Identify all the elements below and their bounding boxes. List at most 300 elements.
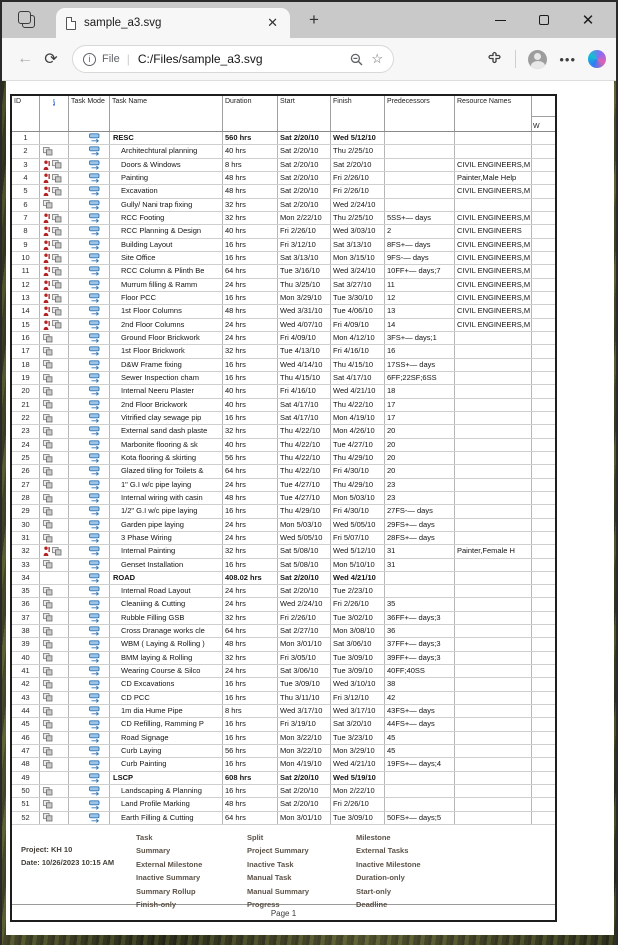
cell-task-mode [69,585,110,597]
cell-task-mode [69,745,110,757]
table-row [12,439,555,452]
task-calendar-icon [43,347,53,356]
cell-resource-names: CIVIL ENGINEERS,M [455,292,532,304]
cell-task-mode [69,705,110,717]
cell-indicators [40,439,69,451]
cell-indicators [40,692,69,704]
task-calendar-icon [43,334,53,343]
table-row [12,159,555,172]
cell-id: 6 [12,199,40,211]
task-calendar-icon [43,560,53,569]
table-row [12,812,555,825]
cell-task-name: RCC Footing [110,212,223,224]
table-row [12,185,555,198]
cell-duration: 560 hrs [223,132,278,144]
cell-finish: Sat 2/20/10 [331,159,385,171]
cell-duration: 40 hrs [223,399,278,411]
favorite-star-icon[interactable]: ☆ [371,51,383,66]
cell-resource-names: CIVIL ENGINEERS [455,225,532,237]
cell-finish: Mon 4/26/10 [331,425,385,437]
auto-scheduled-icon [89,573,102,583]
table-row [12,798,555,811]
table-row [12,598,555,611]
cell-predecessors: 3FS+— days;1 [385,332,455,344]
table-row [12,345,555,358]
cell-id: 43 [12,692,40,704]
cell-gantt-stub [532,225,555,237]
cell-task-mode [69,479,110,491]
task-calendar-icon [43,374,53,383]
cell-gantt-stub [532,625,555,637]
table-row [12,665,555,678]
task-calendar-icon [43,400,53,409]
table-row [12,252,555,265]
cell-task-name: Curb Painting [110,758,223,770]
cell-task-name: 1st Floor Brickwork [110,345,223,357]
cell-predecessors: 36FF+— days;3 [385,612,455,624]
cell-indicators [40,239,69,251]
cell-resource-names: CIVIL ENGINEERS,M [455,265,532,277]
cell-finish: Thu 4/29/10 [331,479,385,491]
auto-scheduled-icon [89,280,102,290]
overallocated-resource-icon [43,160,50,170]
task-calendar-icon [52,240,62,249]
cell-duration: 8 hrs [223,159,278,171]
auto-scheduled-icon [89,720,102,730]
task-calendar-icon [52,160,62,169]
cell-task-mode [69,625,110,637]
cell-resource-names [455,479,532,491]
table-row [12,399,555,412]
legend-item: Project Summary [247,846,309,856]
table-row [12,359,555,372]
cell-id: 3 [12,159,40,171]
cell-gantt-stub [532,172,555,184]
cell-task-mode [69,399,110,411]
cell-task-mode [69,239,110,251]
cell-start: Wed 3/17/10 [278,705,331,717]
cell-finish: Wed 5/12/10 [331,132,385,144]
cell-duration: 40 hrs [223,385,278,397]
cell-task-mode [69,305,110,317]
overallocated-resource-icon [43,306,50,316]
cell-id: 20 [12,385,40,397]
cell-resource-names [455,145,532,157]
cell-finish: Fri 4/16/10 [331,345,385,357]
cell-task-name: Cross Dranage works cle [110,625,223,637]
task-calendar-icon [43,653,53,662]
table-row [12,452,555,465]
page-info-icon[interactable]: i [83,53,96,66]
table-row [12,385,555,398]
cell-task-name: Land Profile Marking [110,798,223,810]
auto-scheduled-icon [89,386,102,396]
cell-duration: 16 hrs [223,718,278,730]
auto-scheduled-icon [89,453,102,463]
task-calendar-icon [43,507,53,516]
cell-start: Sat 3/13/10 [278,252,331,264]
cell-start: Mon 3/22/10 [278,745,331,757]
cell-indicators [40,718,69,730]
cell-gantt-stub [532,705,555,717]
cell-finish: Sat 3/13/10 [331,239,385,251]
cell-resource-names: CIVIL ENGINEERS,M [455,212,532,224]
cell-resource-names [455,532,532,544]
cell-start: Mon 3/01/10 [278,812,331,824]
cell-finish: Fri 2/26/10 [331,172,385,184]
cell-resource-names [455,559,532,571]
cell-indicators [40,292,69,304]
cell-task-mode [69,425,110,437]
cell-task-mode [69,798,110,810]
cell-gantt-stub [532,292,555,304]
cell-finish: Tue 3/09/10 [331,812,385,824]
table-row [12,572,555,585]
cell-task-mode [69,572,110,584]
task-calendar-icon [43,627,53,636]
cell-task-name: LSCP [110,772,223,784]
cell-id: 35 [12,585,40,597]
cell-predecessors: 31 [385,545,455,557]
cell-resource-names [455,638,532,650]
cell-gantt-stub [532,265,555,277]
cell-finish: Thu 4/22/10 [331,399,385,411]
header-task-mode: Task Mode [69,96,110,131]
cell-predecessors: 45 [385,745,455,757]
cell-id: 4 [12,172,40,184]
cell-resource-names [455,505,532,517]
cell-id: 38 [12,625,40,637]
task-calendar-icon [43,200,53,209]
browser-toolbar [2,38,616,81]
cell-start: Thu 4/15/10 [278,372,331,384]
cell-task-mode [69,665,110,677]
cell-predecessors: 27FS-— days [385,505,455,517]
cell-finish: Fri 4/09/10 [331,319,385,331]
cell-start: Sat 2/20/10 [278,785,331,797]
table-row [12,425,555,438]
cell-start: Sat 4/17/10 [278,399,331,411]
cell-task-name: Floor PCC [110,292,223,304]
cell-task-name: Excavation [110,185,223,197]
cell-id: 34 [12,572,40,584]
cell-indicators [40,492,69,504]
auto-scheduled-icon [89,613,102,623]
cell-id: 25 [12,452,40,464]
task-calendar-icon [52,214,62,223]
cell-predecessors: 23 [385,492,455,504]
cell-predecessors [385,159,455,171]
cell-start: Sat 2/20/10 [278,772,331,784]
cell-finish: Sat 3/27/10 [331,279,385,291]
cell-indicators [40,705,69,717]
cell-task-name: External sand dash plaste [110,425,223,437]
cell-finish: Wed 4/21/10 [331,758,385,770]
table-row [12,705,555,718]
cell-task-name: Landscaping & Planning [110,785,223,797]
cell-predecessors: 17 [385,412,455,424]
legend-item: Duration-only [356,873,405,883]
overallocated-resource-icon [43,173,50,183]
cell-task-name: Internal Neeru Plaster [110,385,223,397]
table-row [12,519,555,532]
cell-resource-names [455,359,532,371]
table-row [12,279,555,292]
cell-resource-names [455,612,532,624]
tab-close-icon[interactable]: ✕ [267,15,278,30]
cell-task-mode [69,212,110,224]
cell-predecessors: 37FF+— days;3 [385,638,455,650]
table-row [12,479,555,492]
cell-finish: Tue 3/09/10 [331,652,385,664]
overallocated-resource-icon [43,213,50,223]
cell-resource-names [455,345,532,357]
cell-gantt-stub [532,479,555,491]
cell-duration: 48 hrs [223,185,278,197]
cell-task-mode [69,492,110,504]
profile-avatar[interactable] [528,50,547,69]
cell-duration: 16 hrs [223,758,278,770]
cell-task-mode [69,132,110,144]
cell-duration: 24 hrs [223,319,278,331]
toolbar-divider [515,50,516,68]
cell-finish: Tue 4/27/10 [331,439,385,451]
cell-duration: 16 hrs [223,372,278,384]
minimize-button[interactable] [478,2,522,38]
cell-predecessors: 29FS+— days [385,519,455,531]
auto-scheduled-icon [89,226,102,236]
cell-resource-names [455,385,532,397]
legend-item: External Milestone [136,859,203,869]
cell-resource-names: CIVIL ENGINEERS,M [455,319,532,331]
cell-task-name: Building Layout [110,239,223,251]
report-legend [12,825,555,910]
cell-predecessors: 16 [385,345,455,357]
cell-id: 16 [12,332,40,344]
cell-task-mode [69,292,110,304]
cell-finish: Wed 5/05/10 [331,519,385,531]
cell-task-name: Site Office [110,252,223,264]
project-info-block [21,843,114,869]
cell-resource-names [455,692,532,704]
auto-scheduled-icon [89,360,102,370]
cell-id: 2 [12,145,40,157]
overallocated-resource-icon [43,226,50,236]
cell-start: Sat 5/08/10 [278,545,331,557]
cell-id: 45 [12,718,40,730]
cell-task-mode [69,359,110,371]
project-report [10,94,557,922]
auto-scheduled-icon [89,186,102,196]
cell-finish: Wed 4/21/10 [331,385,385,397]
cell-duration: 48 hrs [223,305,278,317]
cell-indicators [40,585,69,597]
cell-task-name: Road Signage [110,732,223,744]
cell-resource-names [455,572,532,584]
cell-id: 19 [12,372,40,384]
legend-item: Milestone [356,833,391,843]
cell-start: Fri 4/16/10 [278,385,331,397]
maximize-button[interactable] [522,2,566,38]
cell-id: 21 [12,399,40,411]
legend-column-1 [136,831,202,911]
cell-task-name: ROAD [110,572,223,584]
table-row [12,319,555,332]
page-number: Page 1 [270,909,297,919]
task-calendar-icon [52,267,62,276]
cell-id: 27 [12,479,40,491]
info-icon: i [53,99,55,106]
auto-scheduled-icon [89,746,102,756]
cell-duration: 16 hrs [223,239,278,251]
cell-start: Mon 4/19/10 [278,758,331,770]
table-row [12,559,555,572]
cell-id: 17 [12,345,40,357]
cell-task-name: 1m dia Hume Pipe [110,705,223,717]
auto-scheduled-icon [89,240,102,250]
cell-id: 9 [12,239,40,251]
cell-gantt-stub [532,185,555,197]
workspaces-icon[interactable] [18,11,36,29]
copilot-icon[interactable] [588,50,606,68]
cell-gantt-stub [532,559,555,571]
cell-predecessors [385,185,455,197]
cell-task-mode [69,678,110,690]
task-calendar-icon [43,747,53,756]
cell-task-name: RESC [110,132,223,144]
cell-id: 37 [12,612,40,624]
task-calendar-icon [43,147,53,156]
cell-indicators [40,612,69,624]
cell-id: 52 [12,812,40,824]
auto-scheduled-icon [89,520,102,530]
zoom-out-icon[interactable] [350,53,363,66]
cell-finish: Tue 3/09/10 [331,665,385,677]
toolbar-right-cluster [479,50,606,69]
cell-task-name: WBM ( Laying & Rolling ) [110,638,223,650]
cell-task-mode [69,532,110,544]
cell-resource-names [455,132,532,144]
cell-id: 11 [12,265,40,277]
cell-task-mode [69,519,110,531]
cell-duration: 16 hrs [223,292,278,304]
cell-duration: 24 hrs [223,479,278,491]
cell-finish: Fri 2/26/10 [331,798,385,810]
cell-predecessors: 17SS+— days [385,359,455,371]
auto-scheduled-icon [89,813,102,823]
table-row [12,532,555,545]
close-button[interactable]: ✕ [581,11,595,29]
address-bar[interactable] [72,45,394,73]
task-calendar-icon [43,534,53,543]
cell-resource-names [455,745,532,757]
cell-predecessors: 45 [385,732,455,744]
cell-task-name: Curb Laying [110,745,223,757]
cell-start: Sat 2/20/10 [278,159,331,171]
cell-task-name: BMM laying & Rolling [110,652,223,664]
back-icon[interactable]: ← [17,50,33,67]
task-calendar-icon [43,693,53,702]
more-menu-icon[interactable]: ••• [559,51,576,67]
auto-scheduled-icon [89,706,102,716]
cell-indicators [40,359,69,371]
cell-indicators [40,625,69,637]
auto-scheduled-icon [89,213,102,223]
cell-id: 40 [12,652,40,664]
cell-gantt-stub [532,385,555,397]
cell-finish: Wed 5/19/10 [331,772,385,784]
cell-gantt-stub [532,399,555,411]
cell-start: Thu 4/22/10 [278,452,331,464]
address-url[interactable]: C:/Files/sample_a3.svg [137,52,263,66]
cell-duration: 24 hrs [223,585,278,597]
cell-indicators [40,345,69,357]
cell-task-mode [69,412,110,424]
task-calendar-icon [43,480,53,489]
cell-gantt-stub [532,279,555,291]
cell-id: 15 [12,319,40,331]
cell-finish: Wed 3/10/10 [331,678,385,690]
header-indicators [40,96,69,131]
auto-scheduled-icon [89,546,102,556]
cell-finish: Sat 4/17/10 [331,372,385,384]
legend-item: Inactive Milestone [356,859,421,869]
cell-predecessors: 38 [385,678,455,690]
cell-finish: Mon 2/22/10 [331,785,385,797]
cell-task-name: Marbonite flooring & sk [110,439,223,451]
browser-tab[interactable] [56,8,290,38]
cell-indicators [40,332,69,344]
table-row [12,225,555,238]
table-row [12,492,555,505]
cell-duration: 40 hrs [223,225,278,237]
cell-duration: 16 hrs [223,559,278,571]
cell-predecessors: 10FF+— days;7 [385,265,455,277]
refresh-icon[interactable]: ⟳ [44,51,58,68]
table-row [12,465,555,478]
cell-resource-names [455,732,532,744]
task-calendar-icon [43,440,53,449]
cell-finish: Wed 3/24/10 [331,265,385,277]
cell-start: Thu 4/22/10 [278,465,331,477]
new-tab-button[interactable]: + [309,10,319,29]
cell-resource-names: CIVIL ENGINEERS,M [455,279,532,291]
cell-task-mode [69,545,110,557]
cell-gantt-stub [532,412,555,424]
auto-scheduled-icon [89,666,102,676]
task-calendar-icon [43,640,53,649]
cell-start: Fri 4/09/10 [278,332,331,344]
cell-duration: 24 hrs [223,598,278,610]
cell-predecessors: 13 [385,305,455,317]
cell-gantt-stub [532,319,555,331]
cell-start: Tue 4/13/10 [278,345,331,357]
cell-start: Sat 2/20/10 [278,185,331,197]
cell-resource-names [455,412,532,424]
timescale-week-label: W [533,123,540,130]
extensions-icon[interactable] [487,51,503,67]
header-duration: Duration [223,96,278,131]
task-calendar-icon [52,547,62,556]
table-row [12,372,555,385]
table-row [12,305,555,318]
cell-resource-names [455,199,532,211]
header-gantt-timescale [532,96,555,131]
task-calendar-icon [43,587,53,596]
cell-start: Sat 2/20/10 [278,172,331,184]
cell-id: 18 [12,359,40,371]
cell-predecessors: 35 [385,598,455,610]
